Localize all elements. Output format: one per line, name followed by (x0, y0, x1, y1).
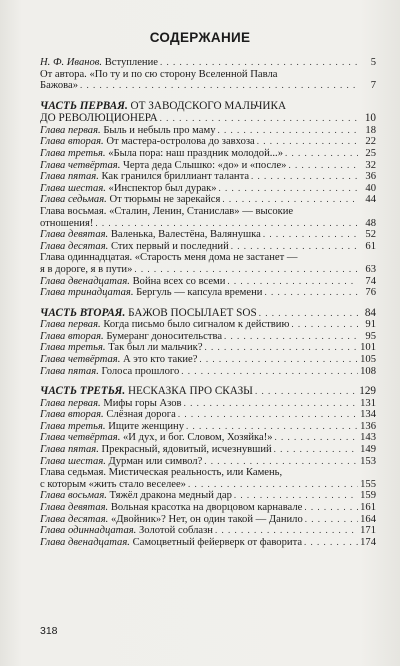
entry-text: Бумеранг доносительства (103, 330, 223, 342)
leader-dots (188, 479, 358, 491)
entry-text: Прекрасный, ядовитый, исчезнувший (98, 444, 272, 456)
leader-dots (264, 287, 358, 299)
entry-lead: Н. Ф. Иванов. (40, 57, 103, 68)
chapter-entry (40, 148, 376, 160)
entry-page: 95 (365, 330, 376, 342)
part-label: ЧАСТЬ ВТОРАЯ. (40, 306, 126, 319)
part-title: БАЖОВ ПОСЫЛАЕТ SOS (125, 306, 257, 319)
part-label: ЧАСТЬ ПЕРВАЯ. (40, 99, 128, 112)
entry-text: Тяжёл дракона медный дар (106, 490, 232, 502)
leader-dots (263, 229, 358, 241)
leader-dots (257, 136, 358, 148)
part-title: ОТ ЗАВОДСКОГО МАЛЬЧИКА (127, 99, 287, 112)
leader-dots (251, 171, 358, 183)
entry-page: 143 (360, 432, 376, 444)
entry-lead: Глава девятая. (40, 502, 109, 513)
entry-page: 52 (365, 229, 376, 241)
entry-lead: Глава первая. (40, 397, 101, 409)
part-title: НЕСКАЗКА ПРО СКАЗЫ (125, 385, 253, 398)
entry-text: Быль и небыль про маму (100, 124, 216, 136)
entry-text: я в дороге, я в пути» (40, 263, 133, 275)
entry-page: 159 (360, 490, 376, 502)
entry-page: 22 (365, 136, 376, 148)
entry-lead: Глава двенадцатая. (40, 275, 130, 287)
leader-dots (285, 148, 358, 160)
entry-text: Стих первый и последний (108, 240, 229, 252)
entry-text: Когда письмо было сигналом к действию (100, 319, 290, 331)
chapter-entry (40, 432, 376, 444)
leader-dots (227, 276, 358, 288)
chapter-entry (40, 331, 376, 343)
chapter-entry (40, 136, 376, 148)
chapter-entry (40, 502, 376, 514)
entry-page: 153 (360, 455, 376, 467)
entry-page: 155 (360, 478, 376, 490)
entry-page: 134 (360, 409, 376, 421)
chapter-entry (40, 125, 376, 137)
leader-dots (259, 307, 358, 320)
chapter-entry (40, 537, 376, 549)
entry-text: Слёзная дорога (103, 409, 176, 421)
toc-list (40, 57, 376, 548)
part-page: 129 (359, 385, 376, 398)
leader-dots (255, 385, 357, 398)
leader-dots (178, 409, 358, 421)
entry-page: 161 (360, 502, 376, 513)
chapter-entry (40, 218, 376, 230)
leader-dots (291, 319, 358, 331)
front-entry (40, 80, 376, 92)
entry-page: 32 (365, 159, 376, 171)
entry-lead: Глава восьмая. (40, 205, 107, 217)
entry-page: 25 (365, 147, 376, 159)
entry-page: 76 (365, 287, 376, 299)
front-entry-line1 (40, 69, 376, 81)
chapter-entry (40, 444, 376, 456)
entry-lead: Глава седьмая. (40, 194, 107, 206)
entry-text: Ищите женщину (105, 420, 184, 432)
chapter-entry (40, 354, 376, 366)
leader-dots (222, 194, 358, 206)
entry-lead: Глава шестая. (40, 455, 106, 467)
entry-text: «По ту и по сю сторону Вселенной Павла (86, 68, 278, 80)
entry-lead: Глава тринадцатая. (40, 287, 134, 299)
chapter-entry (40, 490, 376, 502)
leader-dots (231, 241, 358, 253)
leader-dots (205, 342, 358, 354)
entry-text: Так был ли мальчик? (105, 342, 203, 354)
entry-text: Самоцветный фейерверк от фаворита (129, 536, 303, 548)
entry-text: Вступление (102, 57, 158, 68)
chapter-entry (40, 264, 376, 276)
entry-lead: Глава третья. (40, 147, 106, 159)
entry-lead: Глава девятая. (40, 229, 109, 241)
chapter-entry (40, 525, 376, 537)
entry-text: «Двойник»? Нет, он один такой — Данило (108, 513, 303, 525)
entry-page: 101 (360, 342, 376, 354)
entry-page: 40 (365, 182, 376, 194)
part-page: 10 (364, 112, 376, 125)
entry-text: Бергуль — капсула времени (133, 287, 263, 299)
chapter-entry (40, 287, 376, 299)
entry-page: 149 (360, 444, 376, 456)
entry-page: 44 (365, 194, 376, 206)
leader-dots (274, 444, 358, 456)
entry-lead: Глава третья. (40, 342, 106, 354)
chapter-entry (40, 366, 376, 378)
leader-dots (305, 514, 358, 526)
entry-lead: От автора. (40, 68, 87, 80)
page-title: СОДЕРЖАНИЕ (149, 30, 251, 45)
chapter-entry (40, 409, 376, 421)
leader-dots (134, 264, 358, 276)
entry-page: 5 (370, 57, 376, 68)
entry-lead: Глава первая. (40, 319, 101, 331)
entry-text: Бажова» (40, 80, 78, 92)
entry-lead: Глава двенадцатая. (40, 536, 130, 548)
leader-dots (218, 125, 359, 137)
leader-dots (234, 490, 358, 502)
chapter-entry (40, 456, 376, 468)
part-label: ЧАСТЬ ТРЕТЬЯ. (40, 385, 126, 398)
entry-lead: Глава вторая. (40, 409, 104, 421)
entry-page: 105 (360, 353, 376, 365)
leader-dots (186, 421, 358, 433)
entry-text: Дурман или символ? (105, 455, 203, 467)
entry-page: 18 (365, 124, 376, 136)
front-entry (40, 57, 376, 69)
entry-page: 136 (360, 420, 376, 432)
chapter-entry (40, 183, 376, 195)
entry-text: «Была пора: наш праздник молодой...» (105, 147, 283, 159)
leader-dots (184, 398, 358, 410)
chapter-entry (40, 229, 376, 241)
part-heading (40, 385, 376, 398)
part-heading (40, 112, 376, 125)
entry-text: Голоса прошлого (98, 365, 180, 377)
page-number: 318 (40, 625, 58, 637)
entry-lead: Глава пятая. (40, 365, 99, 377)
entry-text: «И дух, и бог. Словом, Хозяйка!» (120, 432, 273, 444)
chapter-entry (40, 421, 376, 433)
entry-lead: Глава вторая. (40, 330, 104, 342)
entry-text: Мифы горы Азов (100, 397, 182, 409)
leader-dots (160, 57, 358, 69)
entry-text: Как гранился бриллиант таланта (98, 171, 250, 183)
chapter-entry (40, 194, 376, 206)
leader-dots (199, 354, 358, 366)
entry-page: 61 (365, 240, 376, 252)
part-page: 84 (364, 306, 376, 319)
entry-page: 131 (360, 397, 376, 409)
chapter-entry-line1 (40, 206, 376, 218)
chapter-entry-line1 (40, 467, 376, 479)
entry-text: Валенька, Валестёна, Валянушка (108, 229, 261, 241)
entry-text: А это кто такие? (120, 353, 198, 365)
entry-page: 171 (360, 525, 376, 537)
leader-dots (160, 112, 358, 125)
chapter-entry (40, 342, 376, 354)
entry-text: Черта деда Слышко: «до» и «после» (120, 159, 287, 171)
entry-lead: Глава третья. (40, 420, 106, 432)
entry-text: Вольная красотка на дворцовом карнавале (108, 502, 303, 513)
entry-page: 174 (360, 536, 376, 548)
leader-dots (275, 432, 358, 444)
chapter-entry (40, 319, 376, 331)
entry-page: 74 (365, 275, 376, 287)
entry-text: «Инспектор был дурак» (105, 182, 217, 194)
entry-page: 164 (360, 513, 376, 525)
chapter-entry-line1 (40, 252, 376, 264)
chapter-entry (40, 514, 376, 526)
part-title-line2: ДО РЕВОЛЮЦИОНЕРА (40, 112, 158, 125)
leader-dots (80, 80, 358, 92)
leader-dots (181, 366, 358, 378)
entry-text: «Сталин, Ленин, Станислав» — высокие (106, 205, 294, 217)
part-heading (40, 307, 376, 320)
entry-page: 7 (370, 80, 376, 92)
leader-dots (215, 525, 358, 537)
leader-dots (219, 183, 358, 195)
entry-lead: Глава одиннадцатая. (40, 525, 137, 537)
entry-lead: Глава пятая. (40, 444, 99, 456)
entry-lead: Глава вторая. (40, 136, 104, 148)
chapter-entry (40, 398, 376, 410)
entry-lead: Глава восьмая. (40, 490, 107, 502)
entry-lead: Глава четвёртая. (40, 432, 121, 444)
chapter-entry (40, 479, 376, 491)
leader-dots (304, 502, 358, 514)
entry-text: отношения! (40, 217, 94, 229)
part-heading-line1 (40, 100, 376, 113)
entry-lead: Глава десятая. (40, 240, 109, 252)
entry-text: От мастера-остролова до завхоза (103, 136, 255, 148)
entry-lead: Глава шестая. (40, 182, 106, 194)
entry-text: «Старость меня дома не застанет — (132, 252, 298, 264)
entry-lead: Глава четвёртая. (40, 353, 121, 365)
entry-lead: Глава пятая. (40, 171, 99, 183)
entry-lead: Глава первая. (40, 124, 101, 136)
chapter-entry (40, 160, 376, 172)
leader-dots (224, 331, 358, 343)
entry-lead: Глава одиннадцатая. (40, 252, 133, 264)
entry-text: Война всех со всеми (129, 275, 226, 287)
entry-lead: Глава десятая. (40, 513, 109, 525)
chapter-entry (40, 241, 376, 253)
chapter-entry (40, 171, 376, 183)
leader-dots (304, 537, 358, 549)
entry-page: 108 (360, 365, 376, 377)
entry-page: 48 (365, 217, 376, 229)
leader-dots (95, 218, 358, 230)
entry-text: Золотой соблазн (136, 525, 213, 537)
entry-lead: Глава седьмая. (40, 467, 106, 479)
entry-text: Мистическая реальность, или Камень, (106, 467, 283, 479)
entry-text: с которым «жить стало веселее» (40, 478, 186, 490)
entry-text: От тюрьмы не зарекайся (106, 194, 221, 206)
leader-dots (288, 160, 358, 172)
entry-page: 91 (365, 319, 376, 331)
chapter-entry (40, 276, 376, 288)
leader-dots (204, 456, 358, 468)
entry-page: 63 (365, 263, 376, 275)
entry-lead: Глава четвёртая. (40, 159, 121, 171)
entry-page: 36 (365, 171, 376, 183)
